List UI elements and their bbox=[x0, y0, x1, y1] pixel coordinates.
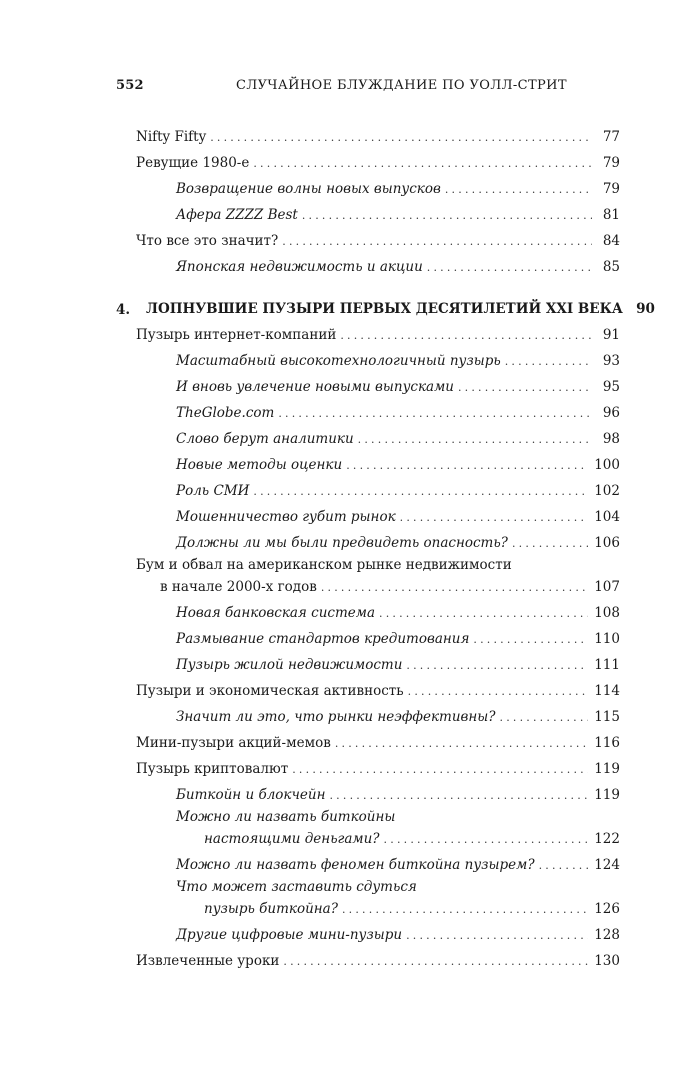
dot-leader bbox=[278, 405, 592, 423]
page-number: 552 bbox=[116, 78, 144, 93]
toc-page-number: 79 bbox=[602, 155, 620, 171]
toc-entry bbox=[116, 730, 620, 756]
toc-entry-title: Ревущие 1980-е bbox=[136, 155, 250, 171]
toc-entry bbox=[116, 322, 620, 348]
toc-entry bbox=[116, 782, 620, 808]
toc-entry-title: Должны ли мы были предвидеть опасность? bbox=[176, 535, 508, 551]
toc-page-number: 79 bbox=[602, 181, 620, 197]
toc-entry bbox=[116, 948, 620, 974]
toc-page-number: 119 bbox=[594, 787, 620, 803]
toc-page-number: 104 bbox=[594, 509, 620, 525]
toc-page-number: 98 bbox=[602, 431, 620, 447]
dot-leader bbox=[512, 535, 588, 553]
toc-entry-title-line1: Можно ли назвать биткойны bbox=[176, 809, 396, 825]
toc-page-number: 90 bbox=[636, 301, 655, 317]
dot-leader bbox=[346, 457, 588, 475]
toc-entry-title: Пузырь интернет-компаний bbox=[136, 327, 337, 343]
toc-entry-title: Можно ли назвать феномен биткойна пузырем? bbox=[176, 857, 535, 873]
toc-page-number: 128 bbox=[594, 927, 620, 943]
toc-entry-title: Масштабный высокотехнологичный пузырь bbox=[176, 353, 501, 369]
table-of-contents bbox=[116, 124, 655, 974]
dot-leader bbox=[458, 379, 592, 397]
toc-entry-title: Nifty Fifty bbox=[136, 129, 207, 145]
toc-page-number: 100 bbox=[594, 457, 620, 473]
dot-leader bbox=[292, 761, 588, 779]
toc-page-number: 106 bbox=[594, 535, 620, 551]
toc-entry bbox=[116, 704, 620, 730]
toc-entry bbox=[116, 452, 620, 478]
toc-entry bbox=[116, 652, 620, 678]
toc-entry bbox=[116, 530, 620, 556]
dot-leader bbox=[445, 181, 592, 199]
toc-entry-title: Новые методы оценки bbox=[176, 457, 343, 473]
dot-leader bbox=[302, 207, 592, 225]
toc-page-number: 96 bbox=[602, 405, 620, 421]
toc-entry bbox=[116, 478, 620, 504]
toc-entry-title: Значит ли это, что рынки неэффективны? bbox=[176, 709, 496, 725]
toc-entry bbox=[116, 504, 620, 530]
toc-page-number: 119 bbox=[594, 761, 620, 777]
toc-page-number: 81 bbox=[602, 207, 620, 223]
toc-entry bbox=[116, 878, 620, 922]
toc-entry bbox=[116, 400, 620, 426]
dot-leader bbox=[335, 735, 588, 753]
toc-page-number: 95 bbox=[602, 379, 620, 395]
dot-leader bbox=[473, 631, 588, 649]
chapter-number: 4. bbox=[116, 302, 131, 318]
dot-leader bbox=[283, 953, 588, 971]
dot-leader bbox=[358, 431, 592, 449]
toc-entry bbox=[116, 348, 620, 374]
toc-page-number: 102 bbox=[594, 483, 620, 499]
toc-page-number: 126 bbox=[594, 901, 620, 917]
dot-leader bbox=[329, 787, 588, 805]
toc-entry-title: Пузыри и экономическая активность bbox=[136, 683, 404, 699]
toc-entry-title: Что все это значит? bbox=[136, 233, 279, 249]
toc-entry-title: Роль СМИ bbox=[176, 483, 250, 499]
toc-page-number: 130 bbox=[594, 953, 620, 969]
page-header bbox=[116, 78, 620, 98]
dot-leader bbox=[342, 901, 588, 919]
toc-entry bbox=[116, 852, 620, 878]
dot-leader bbox=[253, 483, 588, 501]
toc-entry-title: Возвращение волны новых выпусков bbox=[176, 181, 441, 197]
toc-entry bbox=[116, 626, 620, 652]
toc-entry-title: Размывание стандартов кредитования bbox=[176, 631, 470, 647]
dot-leader bbox=[384, 831, 589, 849]
toc-entry-title: Пузырь криптовалют bbox=[136, 761, 289, 777]
toc-page-number: 115 bbox=[594, 709, 620, 725]
dot-leader bbox=[500, 709, 589, 727]
toc-chapter bbox=[116, 290, 655, 322]
toc-page-number: 111 bbox=[594, 657, 620, 673]
toc-entry-title-line1: Бум и обвал на американском рынке недвижимости bbox=[136, 557, 512, 573]
toc-entry-title: TheGlobe.com bbox=[176, 405, 275, 421]
toc-entry bbox=[116, 922, 620, 948]
toc-entry-title: Японская недвижимость и акции bbox=[176, 259, 423, 275]
toc-page-number: 85 bbox=[602, 259, 620, 275]
toc-entry-title: Афера ZZZZ Best bbox=[176, 207, 298, 223]
toc-page-number: 124 bbox=[594, 857, 620, 873]
toc-entry-title: ЛОПНУВШИЕ ПУЗЫРИ ПЕРВЫХ ДЕСЯТИЛЕТИЙ XXI ВЕКА bbox=[146, 301, 623, 317]
toc-page-number: 110 bbox=[594, 631, 620, 647]
dot-leader bbox=[210, 129, 592, 147]
dot-leader bbox=[406, 927, 588, 945]
toc-page-number: 77 bbox=[602, 129, 620, 145]
toc-entry bbox=[116, 374, 620, 400]
toc-entry bbox=[116, 228, 620, 254]
toc-entry bbox=[116, 556, 620, 600]
toc-entry bbox=[116, 124, 620, 150]
toc-entry-title: Слово берут аналитики bbox=[176, 431, 354, 447]
toc-page-number: 122 bbox=[594, 831, 620, 847]
toc-entry-title: Новая банковская система bbox=[176, 605, 376, 621]
toc-page-number: 93 bbox=[602, 353, 620, 369]
toc-entry-title: И вновь увлечение новыми выпусками bbox=[176, 379, 454, 395]
toc-page-number: 114 bbox=[594, 683, 620, 699]
toc-entry-title: Извлеченные уроки bbox=[136, 953, 280, 969]
toc-entry bbox=[116, 176, 620, 202]
toc-entry bbox=[116, 756, 620, 782]
toc-entry-title: Другие цифровые мини-пузыри bbox=[176, 927, 403, 943]
toc-page-number: 108 bbox=[594, 605, 620, 621]
dot-leader bbox=[282, 233, 592, 251]
running-title: СЛУЧАЙНОЕ БЛУЖДАНИЕ ПО УОЛЛ-СТРИТ bbox=[236, 78, 567, 93]
dot-leader bbox=[427, 259, 592, 277]
toc-page-number: 91 bbox=[602, 327, 620, 343]
dot-leader bbox=[408, 683, 589, 701]
toc-entry-title: Биткойн и блокчейн bbox=[176, 787, 326, 803]
dot-leader bbox=[379, 605, 588, 623]
dot-leader bbox=[253, 155, 592, 173]
dot-leader bbox=[340, 327, 592, 345]
toc-page-number: 116 bbox=[594, 735, 620, 751]
toc-entry bbox=[116, 600, 620, 626]
toc-page-number: 107 bbox=[594, 579, 620, 595]
dot-leader bbox=[505, 353, 592, 371]
toc-entry bbox=[116, 808, 620, 852]
toc-entry-title: пузырь биткойна? bbox=[204, 901, 338, 917]
toc-page-number: 84 bbox=[602, 233, 620, 249]
toc-entry bbox=[116, 202, 620, 228]
toc-entry bbox=[116, 150, 620, 176]
toc-entry-title: в начале 2000-х годов bbox=[160, 579, 317, 595]
toc-entry-title-line1: Что может заставить сдуться bbox=[176, 879, 417, 895]
toc-entry bbox=[116, 254, 620, 280]
dot-leader bbox=[321, 579, 588, 597]
toc-entry-title: Пузырь жилой недвижимости bbox=[176, 657, 403, 673]
dot-leader bbox=[539, 857, 589, 875]
toc-entry-title: настоящими деньгами? bbox=[204, 831, 380, 847]
dot-leader bbox=[400, 509, 589, 527]
toc-entry bbox=[116, 678, 620, 704]
toc-entry bbox=[116, 426, 620, 452]
toc-entry-title: Мини-пузыри акций-мемов bbox=[136, 735, 331, 751]
toc-entry-title: Мошенничество губит рынок bbox=[176, 509, 396, 525]
dot-leader bbox=[406, 657, 588, 675]
